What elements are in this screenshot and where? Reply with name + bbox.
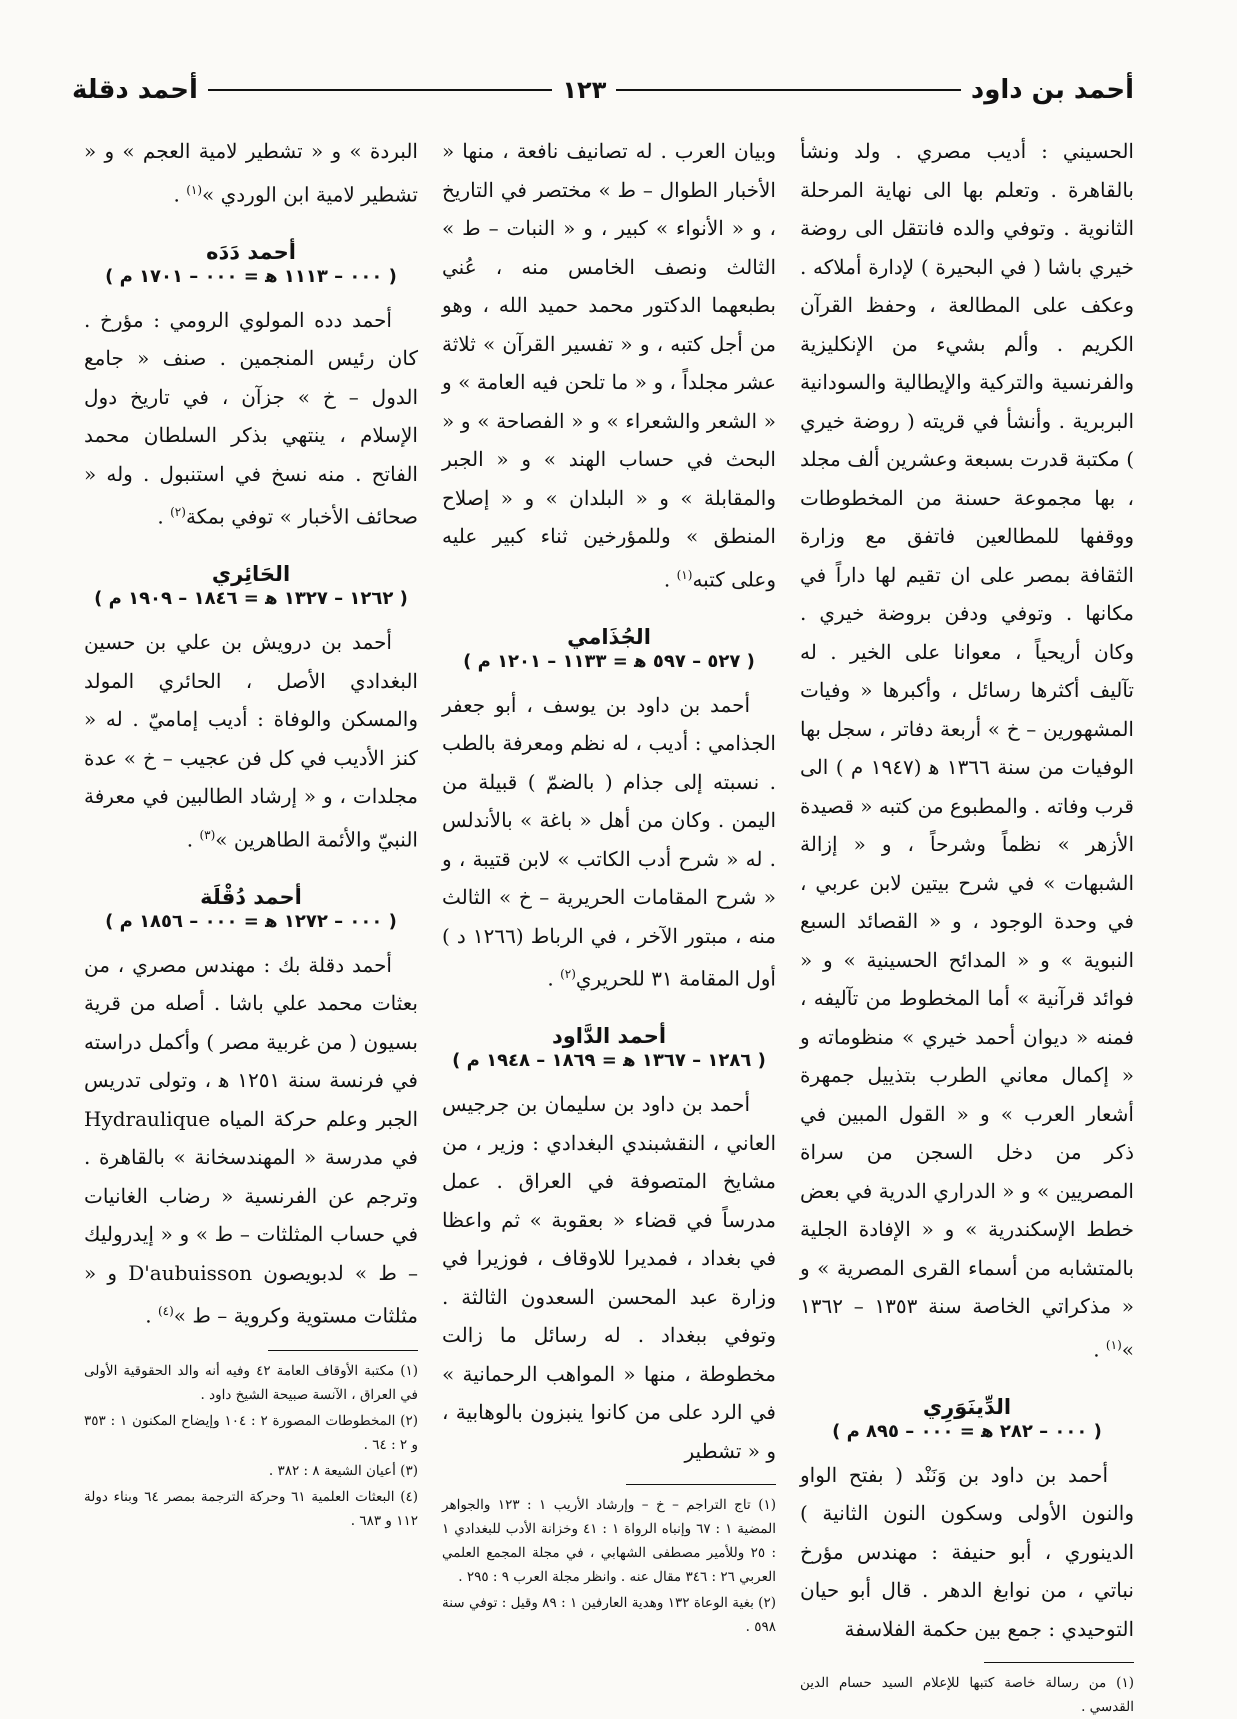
footnote: (٤) البعثات العلمية ٦١ وحركة الترجمة بمصر ٦٤ وبناء دولة ١١٢ و ٦٨٣ . xyxy=(84,1488,419,1529)
right-column xyxy=(800,132,1134,1716)
entry-title: أحمد دُقْلَة xyxy=(200,884,302,909)
running-head-right: أحمد بن داود xyxy=(970,75,1134,105)
footnote-rule xyxy=(984,1662,1134,1663)
entry-text: أحمد بن داود بن يوسف ، أبو جعفر الجذامي : أديب ، له نظم ومعرفة بالطب . نسبته إلى جذام ( بالضمّ ) قبيلة من اليمن . وكان من أهل « باغة » بالأندلس . له « شرح أدب الكاتب » لابن قتيبة ، و « شرح المقامات الحريرية – خ » الثالث منه ، مبتور الآخر ، في الرباط (١٢٦٦ د ) أول المقامة ٣١ للحريري$^{(٢)}$ . xyxy=(442,692,776,991)
footnote-rule xyxy=(626,1484,776,1485)
note-ref: (٣) xyxy=(199,827,216,842)
note-ref: (١) xyxy=(186,182,203,197)
note-ref: (٢) xyxy=(170,505,186,520)
footnote: (٣) أعيان الشيعة ٨ : ٣٨٢ . xyxy=(268,1462,418,1479)
entry-text: الحسيني : أديب مصري . ولد ونشأ بالقاهرة . وتعلم بها الى نهاية المرحلة الثانوية . وتوفي والده فانتقل الى روضة خيري باشا ( في البحيرة ) لإدارة أملاكه . وعكف على المطالعة ، وحفظ القرآن الكريم . وألم بشيء من الإنكليزية والفرنسية والتركية والإيطالية والسودانية البربرية . وأنشأ في قريته ( روضة خيري ) مكتبة قدرت بسبعة وعشرين ألف مجلد ، بها مجموعة حسنة من المخطوطات ووقفها للمطالعين فاتفق مع وزارة الثقافة بمصر على ان تقيم لها داراً في مكانها . وتوفي ودفن بروضة خيري . وكان أريحياً ، معوانا على الخير . له تآليف أكثرها رسائل ، وأكبرها « وفيات المشهورين – خ » أربعة دفاتر ، سجل بها الوفيات من سنة ١٣٦٦ ﻫ (١٩٤٧ م ) الى قرب وفاته . والمطبوع من كتبه « قصيدة الأزهر » نظماً وشرحاً ، و « إزالة الشبهات » في شرح بيتين لابن عربي ، في وحدة الوجود ، و « القصائد السبع النبوية » و « المدائح الحسينية » و « فوائد قرآنية » أما المخطوط من تآليفه ، فمنه « ديوان أحمد خيري » منظوماته و « إكمال معاني الطرب بتذييل جمهرة أشعار العرب » و « القول المبين في ذكر من دخل السجن من سراة المصريين » و « الدراري الدرية في بعض خطط الإسكندرية » و « الإفادة الجلية بالمتشابه من أسماء القرى المصرية » و « مذكراتي الخاصة سنة ١٣٥٣ – ١٣٦٢ »$^{(١)}$ . xyxy=(800,139,1134,1362)
entry-title: الحَائِري xyxy=(211,562,291,587)
entry-title: أحمد دَدَه xyxy=(206,239,296,264)
footnote: (١) من رسالة خاصة كتبها للإعلام السيد حسام الدين القدسي . xyxy=(800,1675,1134,1716)
page-header xyxy=(72,70,1134,110)
entry-title: الدِّينَوَرِي xyxy=(922,1394,1012,1419)
entry-text: أحمد بن داود بن وَنَنْد ( بفتح الواو والنون الأولى وسكون النون الثانية ) الدينوري ، أبو حنيفة : مهندس مؤرخ نباتي ، من نوابغ الدهر . قال أبو حيان التوحيدي : جمع بين حكمة الفلاسفة xyxy=(800,1462,1134,1641)
entry-dates: ( ٠٠٠ – ١١١٣ ﻫ = ٠٠٠ – ١٧٠١ م ) xyxy=(105,265,397,287)
running-head-left: أحمد دقلة xyxy=(71,75,198,105)
entry-text: البردة » و « تشطير لامية العجم » و « تشطير لامية ابن الوردي »$^{(١)}$ . xyxy=(84,139,418,207)
entry-dates: ( ١٢٦٢ – ١٣٢٧ ﻫ = ١٨٤٦ – ١٩٠٩ م ) xyxy=(94,588,408,610)
header-rule xyxy=(208,89,553,91)
entry-dates: ( ٥٢٧ – ٥٩٧ ﻫ = ١١٣٣ – ١٢٠١ م ) xyxy=(463,650,755,672)
left-column xyxy=(84,132,418,1612)
entry-title: أحمد الدَّاود xyxy=(551,1024,667,1049)
entry-text: أحمد دقلة بك : مهندس مصري ، من بعثات محمد علي باشا . أصله من قرية بسيون ( من غربية مصر ) وأكمل دراسته في فرنسة سنة ١٢٥١ ﻫ ، وتولى تدريس الجبر وعلم حركة المياه Hydraulique في مدرسة « المهندسخانة » بالقاهرة . وترجم عن الفرنسية « رضاب الغانيات في حساب المثلثات – ط » و « إيدروليك – ط » لدبويصون D'aubuisson و « مثلثات مستوية وكروية – ط »$^{(٤)}$ . xyxy=(84,952,418,1329)
entry-text: أحمد دده المولوي الرومي : مؤرخ . كان رئيس المنجمين . صنف « جامع الدول – خ » جزآن ، في تاريخ دول الإسلام ، ينتهي بذكر السلطان محمد الفاتح . منه نسخ في استنبول . وله « صحائف الأخبار » توفي بمكة$^{(٢)}$ . xyxy=(84,307,418,529)
entry-text: أحمد بن درويش بن علي بن حسين البغدادي الأصل ، الحائري المولد والمسكن والوفاة : أديب إماميّ . له « كنز الأديب في كل فن عجيب – خ » عدة مجلدات ، و « إرشاد الطالبين في معرفة النبيّ والأئمة الطاهرين »$^{(٣)}$ . xyxy=(84,630,418,852)
note-ref: (٢) xyxy=(560,967,576,982)
footnote-rule xyxy=(268,1350,418,1351)
note-ref: (١) xyxy=(1105,1337,1122,1352)
entry-dates: ( ٠٠٠ – ١٢٧٢ ﻫ = ٠٠٠ – ١٨٥٦ م ) xyxy=(105,910,397,932)
entry-text: وبيان العرب . له تصانيف نافعة ، منها « الأخبار الطوال – ط » مختصر في التاريخ ، و « الأنواء » كبير ، و « النبات – ط » الثالث ونصف الخامس منه ، عُني بطبعهما الدكتور محمد حميد الله ، وهو من أجل كتبه ، و « تفسير القرآن » ثلاثة عشر مجلداً ، و « ما تلحن فيه العامة » و « الشعر والشعراء » و « الفصاحة » و « البحث في حساب الهند » و « الجبر والمقابلة » و « البلدان » و « إصلاح المنطق » وللمؤرخين ثناء كبير عليه وعلى كتبه$^{(١)}$ . xyxy=(442,139,776,592)
page-number: ١٢٣ xyxy=(562,76,607,104)
note-ref: (٤) xyxy=(157,1304,174,1319)
footnote: (١) مكتبة الأوقاف العامة ٤٢ وفيه أنه والد الحقوقية الأولى في العراق ، الآنسة صبيحة الشيخ داود . xyxy=(84,1362,419,1403)
entry-dates: ( ١٢٨٦ – ١٣٦٧ ﻫ = ١٨٦٩ – ١٩٤٨ م ) xyxy=(452,1050,766,1072)
footnote: (٢) المخطوطات المصورة ٢ : ١٠٤ وإيضاح المكنون ١ : ٣٥٣ و ٢ : ٦٤ . xyxy=(84,1412,418,1453)
footnote: (٢) بغية الوعاة ١٣٢ وهدية العارفين ١ : ٨٩ وقيل : توفي سنة ٥٩٨ . xyxy=(442,1595,776,1636)
header-rule xyxy=(616,89,961,91)
entry-dates: ( ٠٠٠ – ٢٨٢ ﻫ = ٠٠٠ – ٨٩٥ م ) xyxy=(832,1420,1102,1442)
entry-title: الجُذَامي xyxy=(567,624,651,649)
middle-column xyxy=(442,132,777,1636)
note-ref: (١) xyxy=(676,567,693,582)
entry-text: أحمد بن داود بن سليمان بن جرجيس العاني ، النقشبندي البغدادي : وزير ، من مشايخ المتصوفة في العراق . عمل مدرساً في قضاء « بعقوبة » ثم واعظا في بغداد ، فمديرا للاوقاف ، فوزيرا في وزارة عبد المحسن السعدون الثالثة . وتوفي ببغداد . له رسائل ما زالت مخطوطة ، منها « المواهب الرحمانية » في الرد على من كانوا ينبزون بالوهابية ، و « تشطير xyxy=(442,1092,776,1463)
footnote: (١) تاج التراجم – خ – وإرشاد الأريب ١ : ١٢٣ والجواهر المضية ١ : ٦٧ وإنباه الرواة ١ : ٤١ وخزانة الأدب للبغدادي ١ : ٢٥ وللأمير مصطفى الشهابي ، في مجلة المجمع العلمي العربي ٢٦ : ٣٤٦ مقال عنه . وانظر مجلة العرب ٩ : ٢٩٥ . xyxy=(442,1497,777,1586)
